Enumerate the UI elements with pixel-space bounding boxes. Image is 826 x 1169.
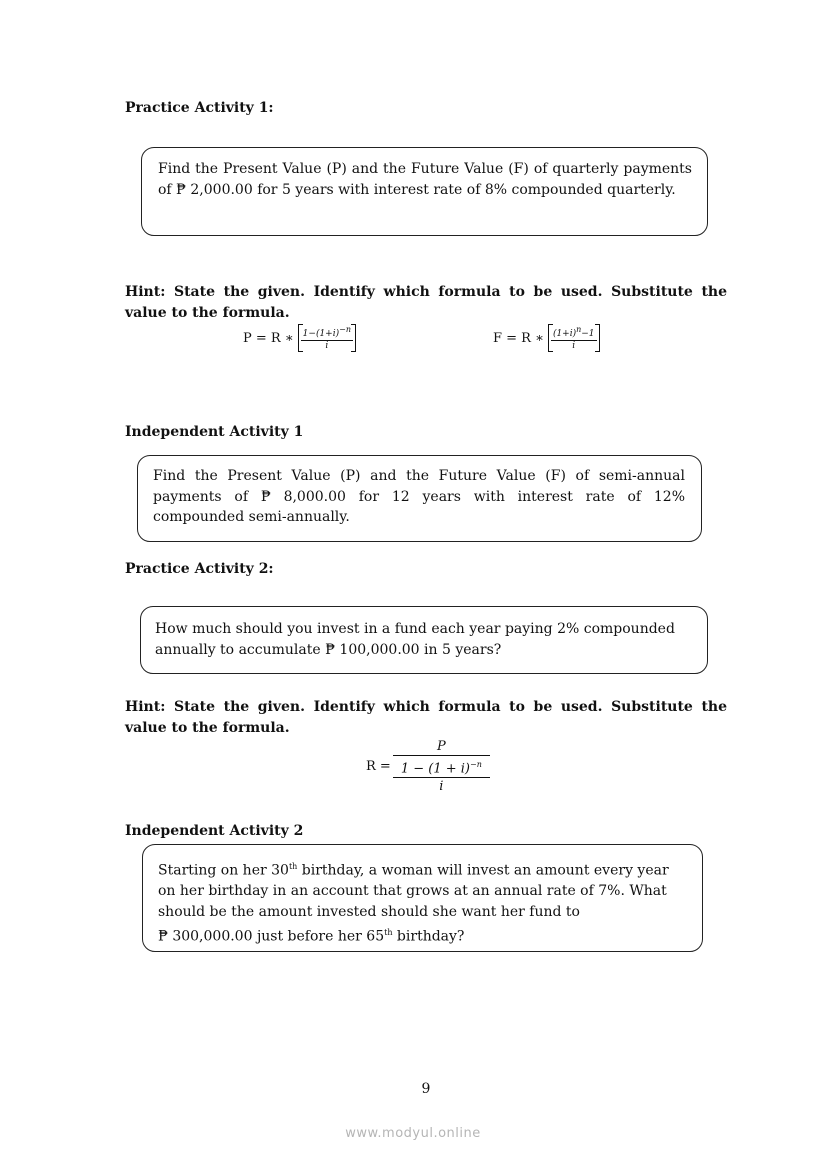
formula-lhs: F = R ∗ bbox=[493, 330, 544, 346]
formula-inner-numerator: 1 − (1 + i) bbox=[400, 761, 470, 777]
present-value-formula bbox=[243, 324, 356, 352]
page-number: 9 bbox=[421, 1081, 431, 1097]
formula-exponent: −n bbox=[470, 760, 482, 769]
formula-numerator: P bbox=[393, 738, 490, 756]
formula-exponent: −n bbox=[339, 325, 351, 334]
formula-denominator: i bbox=[325, 341, 329, 351]
practice-activity-2-box bbox=[140, 606, 708, 674]
practice-activity-1-box bbox=[141, 147, 708, 236]
independent-activity-2-heading: Independent Activity 2 bbox=[125, 823, 304, 839]
practice-activity-1-heading: Practice Activity 1: bbox=[125, 100, 274, 116]
formula-exponent: n bbox=[576, 325, 582, 334]
formula-denominator: i bbox=[572, 341, 576, 351]
practice-activity-2-heading: Practice Activity 2: bbox=[125, 561, 274, 577]
formula-numerator: 1−(1+i) bbox=[302, 329, 340, 339]
formula-lhs: P = R ∗ bbox=[243, 330, 294, 346]
hint-2-text: Hint: State the given. Identify which formula to be used. Substitute the value to the formula. bbox=[125, 699, 727, 736]
formula-numerator-tail: −1 bbox=[581, 329, 595, 339]
practice-activity-2-text: How much should you invest in a fund each year paying 2% compounded annually to accumulate ₱ 100,000.00 in 5 years? bbox=[155, 621, 675, 658]
practice-activity-1-text: Find the Present Value (P) and the Future Value (F) of quarterly payments of ₱ 2,000.00 for 5 years with interest rate of 8% compounded quarterly. bbox=[158, 161, 692, 198]
formula-inner-denominator: i bbox=[439, 779, 444, 795]
future-value-formula bbox=[493, 324, 600, 352]
watermark: www.modyul.online bbox=[345, 1126, 481, 1141]
independent-activity-2-box bbox=[142, 844, 703, 952]
hint-1-text: Hint: State the given. Identify which formula to be used. Substitute the value to the formula. bbox=[125, 284, 727, 321]
independent-activity-1-box bbox=[137, 455, 702, 542]
independent-activity-1-text: Find the Present Value (P) and the Future Value (F) of semi-annual payments of ₱ 8,000.00 for 12 years with interest rate of 12% compounded semi-annually. bbox=[153, 468, 685, 526]
independent-activity-1-heading: Independent Activity 1 bbox=[125, 424, 304, 440]
payment-formula bbox=[366, 738, 486, 795]
formula-numerator: (1+i) bbox=[552, 329, 577, 339]
formula-lhs: R = bbox=[366, 759, 391, 775]
independent-activity-2-text: Starting on her 30th birthday, a woman will invest an amount every year on her birthday in an account that grows at an annual rate of 7%. What should be the amount invested should she want her fund to ₱ 300,000.00 just before her 65th birthday? bbox=[158, 862, 669, 945]
